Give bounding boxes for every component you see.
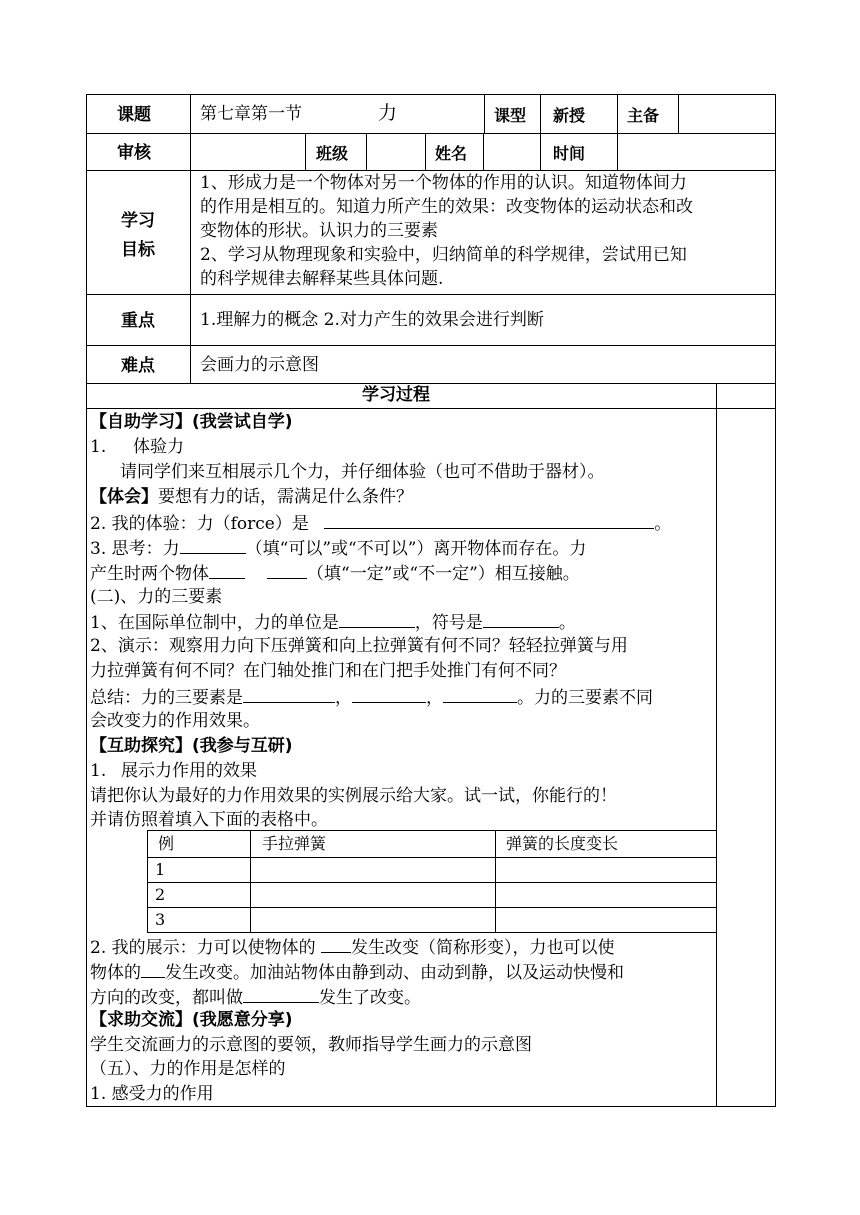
m1-num: 1. <box>90 761 107 781</box>
sum-comma: ， <box>426 688 443 708</box>
m2-e: 方向的改变，都叫做 <box>90 988 243 1008</box>
s2-line-1 <box>90 610 576 634</box>
table-header: 弹簧的长度变长 <box>506 834 619 853</box>
banji-label: 班级 <box>316 144 349 163</box>
goals-line: 的科学规律去解释某些具体问题. <box>200 269 444 289</box>
m2-f: 发生了改变。 <box>319 988 421 1008</box>
tihui-heading: 【体会】 <box>90 487 158 507</box>
keti-value: 第七章第一节 <box>200 104 302 124</box>
sum-b: 会改变力的作用效果。 <box>90 711 260 731</box>
q2-line <box>90 511 671 535</box>
keti-topic: 力 <box>378 102 398 124</box>
process-title: 学习过程 <box>362 385 430 405</box>
kexing-label: 课型 <box>494 106 527 125</box>
difficulty-value: 会画力的示意图 <box>200 355 319 375</box>
table-row: 3 <box>155 910 166 929</box>
difficulty-label: 难点 <box>121 356 155 376</box>
m2-blank-3 <box>243 985 319 1003</box>
q3-blank-3 <box>267 561 307 579</box>
s2-2b: 力拉弹簧有何不同？在门轴处推门和在门把手处推门有何不同？ <box>90 661 566 681</box>
s2-1b: ，符号是 <box>414 613 483 633</box>
help-text: 学生交流画力的示意图的要领，教师指导学生画力的示意图 <box>90 1035 532 1055</box>
q3-c: 产生时两个物体 <box>90 564 209 584</box>
q3-a: 3. 思考：力 <box>90 539 180 559</box>
m2-b: 发生改变（简称形变），力也可以使 <box>351 938 615 958</box>
goals-label-1: 学习 <box>121 211 155 231</box>
key-points-value: 1.理解力的概念 2.对力产生的效果会进行判断 <box>200 310 544 330</box>
s2-2a: 2、演示：观察用力向下压弹簧和向上拉弹簧有何不同？轻轻拉弹簧与用 <box>90 636 628 656</box>
sum-blank-1 <box>243 685 335 703</box>
sum-end: 。力的三要素不同 <box>517 688 653 708</box>
m2-line-1 <box>90 935 615 959</box>
item1-num: 1. <box>90 437 107 457</box>
help-heading: 【求助交流】(我愿意分享) <box>90 1010 293 1030</box>
q2-text: 2. 我的体验：力（force）是 <box>90 514 309 534</box>
key-points-label: 重点 <box>121 311 155 331</box>
table-row: 2 <box>155 885 166 904</box>
m2-line-3 <box>90 985 421 1009</box>
s5-1: 1. 感受力的作用 <box>90 1084 214 1104</box>
sec5-title: （五）、力的作用是怎样的 <box>90 1059 286 1079</box>
q3-line-2 <box>90 561 580 585</box>
q3-b: （填“可以”或“不可以”）离开物体而存在。力 <box>245 539 587 559</box>
sum-a: 总结：力的三要素是 <box>90 688 243 708</box>
q2-end: 。 <box>654 514 672 534</box>
tihui-text: 要想有力的话，需满足什么条件？ <box>158 487 413 507</box>
unit-blank <box>339 610 415 628</box>
q3-line-1 <box>90 536 586 560</box>
q3-blank-2 <box>209 561 245 579</box>
goals-line: 变物体的形状。认识力的三要素 <box>200 221 438 241</box>
s2-1a: 1、在国际单位制中，力的单位是 <box>90 613 339 633</box>
table-row: 1 <box>155 860 166 879</box>
sum-blank-3 <box>443 685 517 703</box>
table-header: 手拉弹簧 <box>262 834 327 853</box>
m2-blank-2 <box>141 960 165 978</box>
m1-text1: 请把你认为最好的力作用效果的实例展示给大家。试一试，你能行的！ <box>90 786 617 806</box>
q3-d: （填“一定”或“不一定”）相互接触。 <box>307 564 580 584</box>
symbol-blank <box>483 610 559 628</box>
self-study-heading: 【自助学习】(我尝试自学) <box>90 412 293 432</box>
summary-line <box>90 685 653 709</box>
m1-title: 展示力作用的效果 <box>121 761 257 781</box>
m2-d: 发生改变。加油站物体由静到动、由动到静，以及运动快慢和 <box>165 963 624 983</box>
q2-blank <box>324 511 654 529</box>
m2-blank-1 <box>321 935 351 953</box>
s2-1c: 。 <box>558 613 576 633</box>
goals-label-2: 目标 <box>121 240 155 260</box>
q3-blank-1 <box>180 536 246 554</box>
goals-line: 1、形成力是一个物体对另一个物体的作用的认识。知道物体间力 <box>200 173 687 193</box>
shenhe-label: 审核 <box>117 143 151 163</box>
xingming-label: 姓名 <box>435 144 468 163</box>
tihui-line <box>90 486 413 508</box>
m2-a: 2. 我的展示：力可以使物体的 <box>90 938 316 958</box>
mutual-heading: 【互助探究】(我参与互研) <box>90 736 293 756</box>
kexing-value: 新授 <box>553 106 586 125</box>
keti-label: 课题 <box>117 105 151 125</box>
sum-comma: ， <box>335 688 352 708</box>
table-header: 例 <box>158 834 175 853</box>
item1-text: 请同学们来互相展示几个力，并仔细体验（也可不借助于器材）。 <box>120 462 605 482</box>
sec2-title: (二)、力的三要素 <box>90 587 223 607</box>
sum-blank-2 <box>352 685 426 703</box>
m1-text2: 并请仿照着填入下面的表格中。 <box>90 810 328 830</box>
m2-line-2 <box>90 960 624 984</box>
item1-title: 体验力 <box>133 437 184 457</box>
m2-c: 物体的 <box>90 963 141 983</box>
shijian-label: 时间 <box>553 144 586 163</box>
goals-line: 的作用是相互的。知道力所产生的效果：改变物体的运动状态和改 <box>200 197 693 217</box>
zhubei-label: 主备 <box>627 106 660 125</box>
goals-line: 2、学习从物理现象和实验中，归纳简单的科学规律，尝试用已知 <box>200 245 687 265</box>
